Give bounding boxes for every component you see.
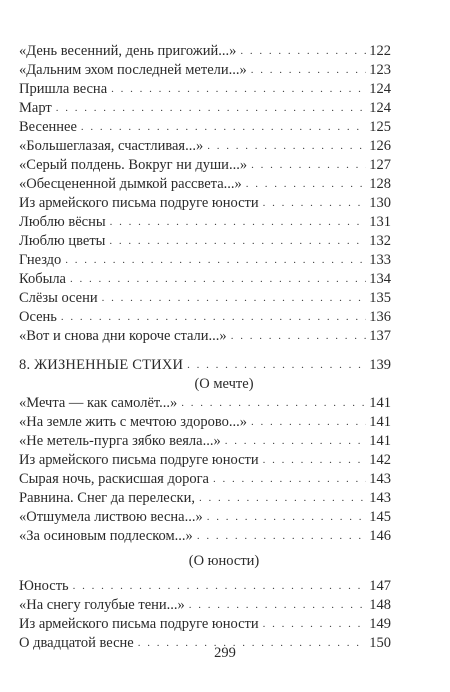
- toc-leader: [207, 137, 366, 156]
- toc-group-dream: [19, 394, 391, 546]
- toc-entry-page: 122: [369, 43, 391, 59]
- toc-leader: [263, 615, 366, 634]
- toc-entry: [19, 489, 391, 508]
- toc-entry-page: 123: [369, 62, 391, 78]
- toc-entry-title: «На снегу голубые тени...»: [19, 597, 185, 613]
- toc-entry-page: 136: [369, 309, 391, 325]
- toc-leader: [213, 470, 366, 489]
- toc-entry-title: «Мечта — как самолёт...»: [19, 395, 178, 411]
- toc-entry-title: Юность: [19, 578, 69, 594]
- toc-entry-title: «Дальним эхом последней метели...»: [19, 62, 247, 78]
- toc-entry-page: 137: [369, 328, 391, 344]
- toc-entry-page: 146: [369, 528, 391, 544]
- toc-entry: [19, 61, 391, 80]
- toc-leader: [102, 289, 366, 308]
- toc-entry: [19, 394, 391, 413]
- toc-leader: [263, 194, 366, 213]
- toc-leader: [73, 577, 366, 596]
- toc-leader: [56, 99, 366, 118]
- toc-entry: [19, 508, 391, 527]
- toc-entry: [19, 99, 391, 118]
- toc-entry: [19, 42, 391, 61]
- toc-leader: [251, 413, 366, 432]
- toc-entry: [19, 175, 391, 194]
- toc-entry-page: 125: [369, 119, 391, 135]
- page-number: 299: [214, 645, 236, 661]
- spacer: [19, 346, 391, 356]
- toc-entry-page: 150: [369, 635, 391, 651]
- toc-entry: [19, 615, 391, 634]
- toc-entry: [19, 80, 391, 99]
- toc-leader: [263, 451, 366, 470]
- toc-entry-page: 124: [369, 100, 391, 116]
- toc-entry-page: 141: [369, 433, 391, 449]
- toc-entry-page: 130: [369, 195, 391, 211]
- toc-entry: [19, 194, 391, 213]
- toc-entry-page: 143: [369, 490, 391, 506]
- toc-entry: [19, 156, 391, 175]
- toc-entry-title: Кобыла: [19, 271, 66, 287]
- toc-entry-page: 143: [369, 471, 391, 487]
- toc-entry-page: 133: [369, 252, 391, 268]
- toc-leader: [251, 61, 366, 80]
- subsection-heading-youth: (О юности): [188, 553, 260, 569]
- toc-leader: [111, 80, 366, 99]
- toc-entry: [19, 527, 391, 546]
- toc-leader: [189, 596, 366, 615]
- toc-entry-title: Из армейского письма подруге юности: [19, 195, 259, 211]
- toc-entry: [19, 470, 391, 489]
- toc-entry: [19, 232, 391, 251]
- toc-entry-page: 127: [369, 157, 391, 173]
- toc-entry-title: «День весенний, день пригожий...»: [19, 43, 237, 59]
- toc-leader: [240, 42, 366, 61]
- toc-entry-title: Люблю вёсны: [19, 214, 106, 230]
- toc-entry-title: «Серый полдень. Вокруг ни души...»: [19, 157, 248, 173]
- toc-entry-title: Из армейского письма подруге юности: [19, 452, 259, 468]
- toc-section-heading: [19, 356, 391, 375]
- toc-entry: [19, 432, 391, 451]
- toc-leader: [181, 394, 366, 413]
- toc-entry-title: Весеннее: [19, 119, 77, 135]
- toc-entry-page: 135: [369, 290, 391, 306]
- toc-entry-page: 142: [369, 452, 391, 468]
- toc-leader: [110, 213, 366, 232]
- toc-leader: [231, 327, 366, 346]
- toc-entry: [19, 327, 391, 346]
- toc-entry: [19, 118, 391, 137]
- toc-leader: [199, 489, 366, 508]
- toc-entry-title: Гнездо: [19, 252, 62, 268]
- toc-entry: [19, 308, 391, 327]
- table-of-contents: [19, 42, 391, 653]
- toc-leader: [65, 251, 366, 270]
- toc-entry-title: Осень: [19, 309, 57, 325]
- toc-leader: [187, 356, 366, 375]
- toc-leader: [225, 432, 366, 451]
- toc-entry: [19, 413, 391, 432]
- toc-leader: [251, 156, 366, 175]
- toc-entry-title: Равнина. Снег да перелески,: [19, 490, 195, 506]
- toc-entry-title: «Обесцененной дымкой рассвета...»: [19, 176, 242, 192]
- toc-entry: [19, 251, 391, 270]
- toc-entry: [19, 289, 391, 308]
- toc-entry-title: «На земле жить с мечтою здорово...»: [19, 414, 247, 430]
- toc-entry: [19, 451, 391, 470]
- toc-entry: [19, 270, 391, 289]
- toc-entry-page: 141: [369, 395, 391, 411]
- toc-entry: [19, 577, 391, 596]
- toc-entry-title: Люблю цветы: [19, 233, 106, 249]
- toc-leader: [246, 175, 366, 194]
- toc-entry: [19, 596, 391, 615]
- toc-entry-title: Из армейского письма подруге юности: [19, 616, 259, 632]
- toc-group-spring: [19, 42, 391, 346]
- toc-entry-page: 128: [369, 176, 391, 192]
- toc-entry-page: 149: [369, 616, 391, 632]
- toc-leader: [109, 232, 366, 251]
- toc-entry-page: 145: [369, 509, 391, 525]
- toc-entry-title: О двадцатой весне: [19, 635, 134, 651]
- section-title: 8. ЖИЗНЕННЫЕ СТИХИ: [19, 357, 184, 373]
- toc-entry-page: 147: [369, 578, 391, 594]
- toc-entry-title: Сырая ночь, раскисшая дорога: [19, 471, 209, 487]
- toc-entry: [19, 213, 391, 232]
- section-page: 139: [369, 357, 391, 373]
- toc-entry-title: «Отшумела листвою весна...»: [19, 509, 203, 525]
- subsection-heading-dream: (О мечте): [194, 376, 254, 392]
- toc-entry-title: «Большеглазая, счастливая...»: [19, 138, 204, 154]
- toc-entry-page: 134: [369, 271, 391, 287]
- toc-leader: [197, 527, 366, 546]
- toc-leader: [81, 118, 366, 137]
- toc-entry-title: Пришла весна: [19, 81, 108, 97]
- toc-entry-title: «За осиновым подлеском...»: [19, 528, 193, 544]
- toc-leader: [61, 308, 366, 327]
- toc-entry-title: «Вот и снова дни короче стали...»: [19, 328, 227, 344]
- toc-entry-page: 148: [369, 597, 391, 613]
- toc-entry-page: 132: [369, 233, 391, 249]
- toc-entry-page: 126: [369, 138, 391, 154]
- toc-entry: [19, 137, 391, 156]
- toc-entry-page: 141: [369, 414, 391, 430]
- toc-entry-page: 124: [369, 81, 391, 97]
- toc-entry-page: 131: [369, 214, 391, 230]
- toc-entry-title: Слёзы осени: [19, 290, 98, 306]
- toc-entry-title: «Не метель-пурга зябко веяла...»: [19, 433, 221, 449]
- toc-leader: [70, 270, 366, 289]
- toc-leader: [207, 508, 366, 527]
- toc-entry-title: Март: [19, 100, 52, 116]
- toc-group-youth: [19, 577, 391, 653]
